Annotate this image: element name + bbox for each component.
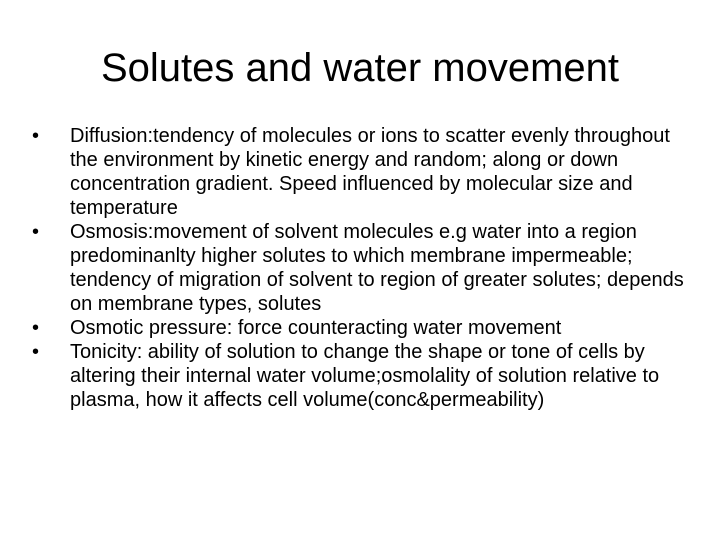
bullet-item-diffusion: [30, 124, 690, 220]
bullet-item-osmosis: [30, 220, 690, 316]
bullet-icon: •: [32, 341, 40, 363]
bullet-item-osmotic-pressure: [30, 316, 690, 340]
bullet-item-tonicity: [30, 340, 690, 412]
bullet-text: Diffusion:tendency of molecules or ions to scatter evenly throughout the environment by kinetic energy and random; along or down concentration gradient. Speed influenced by molecular size and temperature: [70, 125, 670, 219]
bullet-text: Osmotic pressure: force counteracting water movement: [70, 317, 562, 339]
bullet-text: Osmosis:movement of solvent molecules e.g water into a region predominanlty higher solutes to which membrane impermeable; tendency of migration of solvent to region of greater solutes; depends on membrane types, solutes: [70, 221, 684, 315]
bullet-text: Tonicity: ability of solution to change the shape or tone of cells by altering their internal water volume;osmolality of solution relative to plasma, how it affects cell volume(conc&permeability): [70, 341, 660, 411]
bullet-icon: •: [32, 221, 40, 243]
slide-title: Solutes and water movement: [100, 46, 620, 90]
bullet-list: [30, 124, 690, 412]
bullet-icon: •: [32, 125, 40, 147]
bullet-icon: •: [32, 317, 40, 339]
